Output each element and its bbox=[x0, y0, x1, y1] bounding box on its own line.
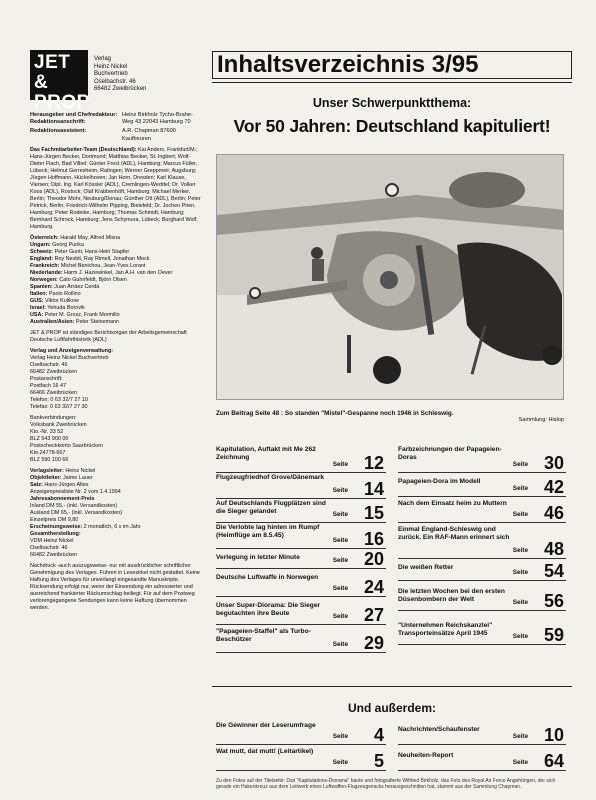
country-row: Schweiz: Peter Gunti, Hans-Heiri Stapfer bbox=[30, 248, 130, 255]
toc-extra-item: Wat mutt, dat mutt! (Leitartikel) Seite 5 bbox=[216, 748, 384, 771]
publisher-line: 66482 Zweibrücken bbox=[94, 86, 147, 93]
country-row: England: Roy Nesbit, Ray Rimell, Jonathan Mock bbox=[30, 255, 150, 262]
country-row: Italien: Paolo Rollino bbox=[30, 290, 81, 297]
und-ausserdem-heading: Und außerdem: bbox=[347, 701, 436, 715]
publisher-block bbox=[94, 56, 146, 94]
toc-item: Kapitulation, Auftakt mit Me 262 Zeichnung Seite 12 bbox=[216, 446, 384, 473]
mistel-aircraft-photo bbox=[217, 155, 564, 400]
jet-prop-logo bbox=[30, 50, 90, 113]
cover-photo-note: Zu den Fotos auf der Titelseite: Das "Kapitulations-Diorama" baute und fotografierte Wilfried Birkholz, das Foto des Royal Air Force Angehörigen, der sich gerade ein Hakenkreuz aus dem Leitwerk eines Luftwaffen-Flugzeugwracks herausgeschnitten hat, stammt aus der Sammlung Chapman. bbox=[216, 778, 556, 790]
editor-row: Redaktionsassistent: A.R. Chapman 87600 Kaufbeuren bbox=[30, 128, 176, 142]
toc-item: Die Verlobte lag hinten im Rumpf (Heimflüge am 8.5.45) Seite 16 bbox=[216, 524, 384, 549]
country-row: Israel: Yehuda Borovik bbox=[30, 304, 85, 311]
photo-caption: Zum Beitrag Seite 48 : So standen "Mistel"-Gespanne noch 1946 in Schleswig. Sammlung: Hislop bbox=[216, 410, 564, 423]
section-divider bbox=[212, 686, 572, 687]
country-row: USA: Peter M. Grosz, Frank Mormillo bbox=[30, 311, 120, 318]
toc-extra-item: Neuheiten-Report Seite 64 bbox=[398, 751, 564, 771]
logo-line-2: PROP bbox=[34, 92, 90, 113]
bank-block: Bankverbindungen: Volksbank Zweibrücken Kto.-Nr. 33 52 BLZ 543 900 00 Postscheckkonto Saarbrücken Kto.24778-667 BLZ 590 100 66 bbox=[30, 414, 103, 463]
publisher-line: Oselbachstr. 46 bbox=[94, 78, 136, 85]
toc-item: Die weißen Retter Seite 54 bbox=[398, 561, 564, 581]
country-list bbox=[30, 235, 204, 326]
headline: Vor 50 Jahren: Deutschland kapituliert! bbox=[233, 116, 551, 136]
toc-item: "Papageien-Staffel" als Turbo-Beschützer Seite 29 bbox=[216, 628, 384, 653]
toc-item: "Unternehmen Reichskanzlei" Transporteinsätze April 1945 Seite 59 bbox=[398, 622, 564, 645]
publisher-line: Heinz Nickel bbox=[94, 63, 128, 70]
photo-source: Sammlung: Hislop bbox=[518, 417, 564, 423]
toc-item: Flugzeugfriedhof Grove/Dänemark Seite 14 bbox=[216, 474, 384, 499]
organ-text: JET & PROP ist ständiges Berichtsorgan der Arbeitsgemeinschaft Deutsche Luftfahrthistorik (ADL) bbox=[30, 329, 187, 343]
country-row: Österreich: Harald May, Alfred Misna bbox=[30, 234, 121, 241]
logo-line-1: JET & bbox=[34, 52, 71, 93]
toc-item: Nach dem Einsatz heim zu Muttern Seite 46 bbox=[398, 500, 564, 523]
publisher-line: Buchvertrieb bbox=[94, 71, 128, 78]
editor-row: Herausgeber und Chefredakteur: Redaktionsanschrift: Heinz Birkholz Tycho-Brahe-Weg 43 22043 Hamburg 70 bbox=[30, 112, 193, 126]
toc-extra-item: Nachrichten/Schaufenster Seite 10 bbox=[398, 725, 564, 745]
title-divider bbox=[212, 82, 572, 83]
cover-photo bbox=[216, 154, 564, 400]
page-title: Inhaltsverzeichnis 3/95 bbox=[212, 51, 572, 79]
toc-item: Farbzeichnungen der Papageien-Doras Seite 30 bbox=[398, 446, 564, 473]
toc-item: Deutsche Luftwaffe in Norwegen Seite 24 bbox=[216, 574, 384, 597]
toc-item: Verlegung in letzter Minute Seite 20 bbox=[216, 549, 384, 569]
toc-item: Papageien-Dora im Modell Seite 42 bbox=[398, 477, 564, 497]
country-row: Frankreich: Michel Benichou, Jean-Yves Lorant bbox=[30, 262, 146, 269]
toc-item: Unser Super-Diorama: Die Sieger begutachten ihre Beute Seite 27 bbox=[216, 602, 384, 625]
impressum bbox=[30, 112, 204, 612]
toc-extra-item: Die Gewinner der Leserumfrage Seite 4 bbox=[216, 722, 384, 745]
verlag-block: Verlag und Anzeigenverwaltung: Verlag Heinz Nickel Buchvertrieb Oselbachstr. 46 66482 Zweibrücken Postanschrift: Postfach 16 47 66466 Zweibrücken Telefon: 0 63 32/7 27 10 Telefax: 0 63 32/7 27 30 bbox=[30, 347, 114, 410]
country-row: Norwegen: Cato Guhnfeldt, Björn Olsen bbox=[30, 276, 127, 283]
country-row: Spanien: Juan Arráez Cerdá bbox=[30, 283, 100, 290]
country-row: Ungarn: Georg Punka bbox=[30, 241, 84, 248]
country-row: Niederlande: Harm J. Hazewinkel, Jan A.H. van den Oever bbox=[30, 269, 173, 276]
publisher-line: Verlag bbox=[94, 56, 112, 62]
focus-topic-label: Unser Schwerpunktthema: bbox=[312, 96, 472, 110]
country-row: GUS: Viktor Kulikow bbox=[30, 297, 79, 304]
nachdruck-text: Nachdruck -auch auszugsweise- nur mit ausdrücklicher schriftlicher Genehmigung des Verlages. Führen in Lesezirkel nicht gestattet. Keine Haftung des Verlages für unverlangt eingesandte Manuskripte. Rücksendung erfolgt nur, wenn der Einsendung ein adressierter und ausreichend frankierter Rückumschlag beiliegt. Für auf dem Postweg verlorengegangene Sendungen kann keine Haftung übernommen werden. bbox=[30, 562, 200, 611]
toc-item: Einmal England-Schleswig und zurück. Ein RAF-Mann erinnert sich Seite 48 bbox=[398, 526, 564, 559]
team-block: Das Fachmitarbeiter-Team (Deutschland): Kai Anders, Frankfurt/M.; Hans-Jürgen Becker, Dortmund; Matthias Becker, St. Ingbert; Wolf-Dieter Flach, Bad Vilbel; Günter Frost (ADL), Hamburg; Marcus Füller, Lübeck; Helmut Gerresheim, Ratingen; Werner Greppmeir, Augsburg; Jürgen Hoffmann, Hückelhoven; Jan Horn, Dresden; Karl Klause, Viersen; Dipl. Ing. Karl Kössler (ADL), Cremlingen-Weddel; Dr. Volker Koos (ADL), Rostock; Olaf Krabbenhöft, Hamburg; Michael Merker, Berlin; Theodor Mohr, Neuburg/Donau; Günther Ott (ADL), Berlin; Peter Petrick, Berlin; Friedrich-Wilhelm Pipping, Bielefeld; Dr. Jochen Prien, Hamburg; Peter Rodeike, Hamburg; Thomas Schmidt, Hamburg; Bernhard Schrock, Hamburg; Jens Schymura, Lübeck; Burghard Wolf, Hamburg. bbox=[30, 146, 201, 230]
toc-item: Auf Deutschlands Flugplätzen sind die Sieger gelandet Seite 15 bbox=[216, 500, 384, 523]
staff-block: Verlagsleiter: Heinz Nickel Objektleiter: Jaime Lauer Satz: Hans-Jürgen Altes Anzeigenpreisliste Nr. 2 vom 1.4.1994 Jahresabonnement-Preis Inland DM 55,- (inkl. Versandkosten) Ausland DM 65,- (inkl. Versandkosten) Einzelpreis DM 9,80 Erscheinungsweise: 2 monatlich, 6 x im Jahr Gesamtherstellung: VDM Heinz Nickel Oselbachstr. 46 66482 Zweibrücken bbox=[30, 467, 141, 558]
country-row: Australien/Asien: Peter Steinemann bbox=[30, 318, 119, 325]
toc-item: Die letzten Wochen bei den ersten Düsenbombern der Welt Seite 56 bbox=[398, 588, 564, 611]
